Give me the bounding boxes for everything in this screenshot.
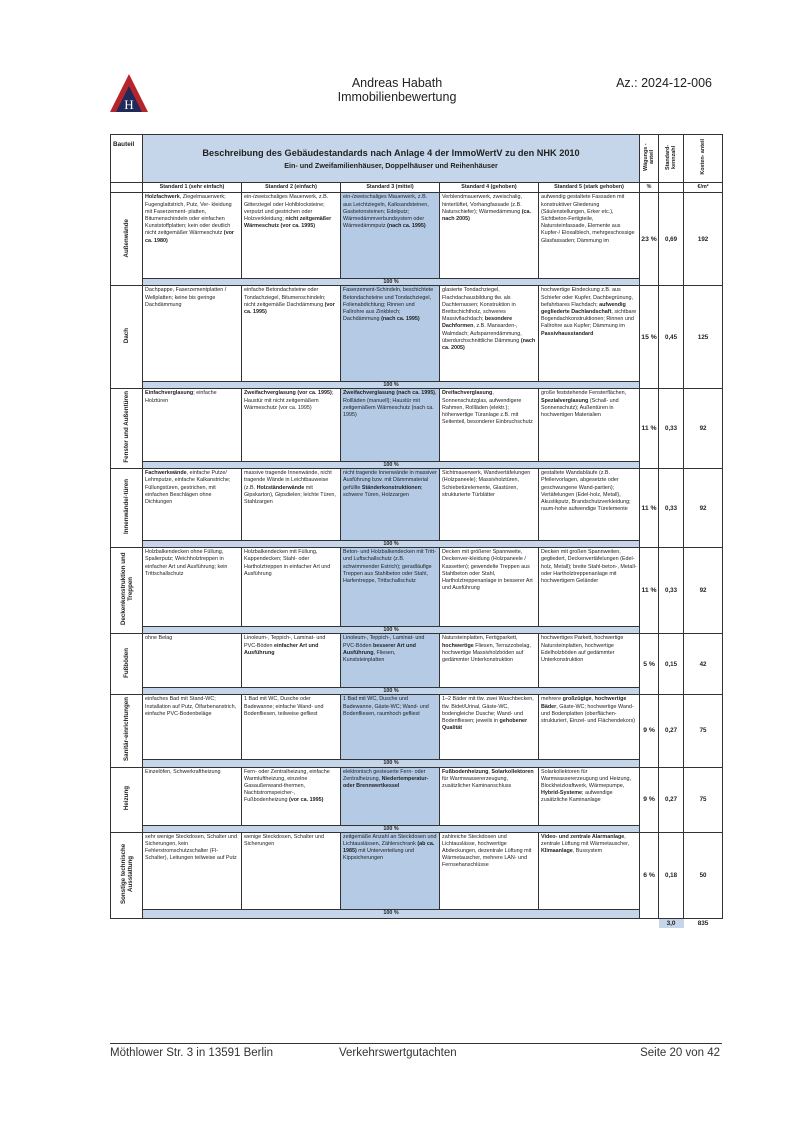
row-category-label: Heizung [123,785,130,811]
standard-header: Standard 5 (stark gehoben) [539,183,640,193]
row-category [111,634,143,695]
weight-value: 15 % [640,286,659,389]
hundred-row [111,825,723,832]
standard-description: nicht tragende Innenwände in massiver Ausführung bzw. mit Dämmmaterial gefüllte Ständerkonstruktionen; schwere Türen, Holzzargen [341,469,440,541]
hundred-percent-bar: 100 % [143,461,640,468]
row-category [111,286,143,389]
row-category-label: Sanitär-einrichtungen [123,697,130,762]
hundred-row [111,688,723,695]
hundred-row [111,759,723,767]
standard-description: einfaches Bad mit Stand-WC; Installation auf Putz, Ölfarbenanstrich, einfache PVC-Bodenbeläge [143,695,242,759]
row-category-label: Fußböden [123,647,130,678]
cost-value: 92 [684,469,723,548]
table-row [111,286,723,382]
kennzahl-value: 0,69 [659,193,684,286]
weight-value: 6 % [640,832,659,918]
kennzahl-value: 0,45 [659,286,684,389]
table-body [111,193,723,918]
standard-description: Decken mit großen Spannweiten, gegliedert, Deckenvertäfelungen (Edel-holz, Metall); breite Stahl-beton-, Metall- oder Hartholztreppenanlage mit hochwertigem Geländer [539,548,640,626]
standard-description: 1 Bad mit WC, Dusche und Badewanne, Gäste-WC; Wand- und Bodenfliesen, raumhoch gefliest [341,695,440,759]
hundred-percent-bar: 100 % [143,910,640,919]
standard-description: Fachwerkwände, einfache Putze/ Lehmputze, einfache Kalkanstriche; Füllungstüren, gestrichen, mit einfachen Beschlägen ohne Dichtungen [143,469,242,541]
table-row [111,832,723,909]
row-category [111,767,143,832]
cost-value: 42 [684,634,723,695]
weight-value: 9 % [640,767,659,832]
standard-description: gestaltete Wandabläufe (z.B. Pfeilervorlagen, abgesetzte oder geschwungene Wand-partien); Vertäfelungen (Edel-holz, Metall), Akustikputz, Brandschutzverkleidung; raum-hohe aufwendige Türelemente [539,469,640,541]
kennzahl-value: 0,33 [659,548,684,634]
building-standards-table-wrap [110,134,722,928]
standard-description: Verblendmauerwerk, zweischalig, hinterlüftet, Vorhangfassade (z.B. Naturschiefer); Wärmedämmung (ca. nach 2005) [440,193,539,279]
kennzahl-value: 0,27 [659,695,684,767]
standard-description: Linoleum-, Teppich-, Laminat- und PVC-Böden besserer Art und Ausführung, Fliesen, Kunststeinplatten [341,634,440,688]
cost-value: 75 [684,695,723,767]
row-category [111,548,143,634]
cost-header: Kosten- anteil [684,135,723,183]
cost-value: 192 [684,193,723,286]
hundred-row [111,279,723,286]
footer-divider [110,1043,722,1044]
standard-description: ohne Belag [143,634,242,688]
standard-description: Einfachverglasung; einfache Holztüren [143,389,242,461]
svg-text:H: H [124,97,134,112]
standard-description: wenige Steckdosen, Schalter und Sicherungen [242,832,341,909]
kennzahl-value: 0,27 [659,767,684,832]
standard-description: Video- und zentrale Alarmanlage, zentrale Lüftung mit Wärmetauscher, Klimaanlage, Bussystem [539,832,640,909]
standard-description: ein-/zweischaliges Mauerwerk, z.B. aus Leichtziegeln, Kalksandsteinen, Gasbetonsteinen; Edelputz; Wärmedämmverbundsystem oder Wärmedämmputz (nach ca. 1995) [341,193,440,279]
standard-description: Dachpappe, Faserzementplatten / Wellplatten; keine bis geringe Dachdämmung [143,286,242,382]
kennzahl-value: 0,33 [659,469,684,548]
standard-description: glasierte Tondachziegel, Flachdachausbildung tlw. als Dachterrassen; Konstruktion in Brettschichtholz, schweres Massivflachdach; besondere Dachformen, z.B. Mansarden-, Walmdach; Aufsparrendämmung, überdurchschnittliche Dämmung (nach ca. 2005) [440,286,539,382]
kennzahl-value: 0,18 [659,832,684,918]
weight-value: 11 % [640,389,659,469]
table-title: Beschreibung des Gebäudestandards nach Anlage 4 der ImmoWertV zu den NHK 2010 [202,147,580,158]
hundred-row [111,910,723,919]
standard-description: einfache Betondachsteine oder Tondachziegel, Bitumenschindeln; nicht zeitgemäße Dachdämmung (vor ca. 1995) [242,286,341,382]
hundred-row [111,382,723,389]
row-category [111,695,143,767]
standard-header: Standard 2 (einfach) [242,183,341,193]
table-subtitle: Ein- und Zweifamilienhäuser, Doppelhäuser und Reihenhäuser [284,160,498,170]
table-row [111,193,723,279]
standard-description: aufwendig gestaltete Fassaden mit konstruktiver Gliederung (Säulenstellungen, Erker etc.), Sichtbeton-Fertigteile, Natursteinfassade, Elemente aus Kupfer-/ Eloxalblech, mehrgeschossige Glasfassaden; Dämmung im [539,193,640,279]
standard-description: Zweifachverglasung (nach ca. 1995), Rollläden (manuell); Haustür mit zeitgemäßem Wärmeschutz (nach ca. 1995) [341,389,440,461]
standard-description: mehrere großzügige, hochwertige Bäder, Gäste-WC; hochwertige Wand- und Bodenplatten (oberflächen-strukturiert, Einzel- und Flächendekors) [539,695,640,759]
row-category-label: Sonstige technische Ausstattung [119,843,134,904]
table-title-cell [143,135,640,183]
total-cost: 835 [697,919,709,927]
hundred-row [111,461,723,468]
standard-header: Standard 4 (gehoben) [440,183,539,193]
standard-description: sehr wenige Steckdosen, Schalter und Sicherungen, kein Fehlerstromschutzschalter (FI-Schalter), Leitungen teilweise auf Putz [143,832,242,909]
hundred-percent-bar: 100 % [143,541,640,548]
row-category [111,193,143,286]
standard-description: Einzelöfen, Schwerkraftheizung [143,767,242,825]
blank-cell [659,183,684,193]
hundred-percent-bar: 100 % [143,688,640,695]
footer-address: Möthlower Str. 3 in 13591 Berlin [110,1047,274,1059]
row-category-label: Fenster und Außentüren [123,391,130,464]
standard-description: Fußbodenheizung, Solarkollektoren für Warmwassererzeugung, zusätzlicher Kaminanschluss [440,767,539,825]
weight-value: 11 % [640,469,659,548]
kennzahl-value: 0,15 [659,634,684,695]
row-category [111,469,143,548]
standard-description: Dreifachverglasung, Sonnenschutzglas, aufwendigere Rahmen, Rollläden (elektr.); höherwertige Türanlage z.B. mit Seitenteil, besonderer Einbruchschutz [440,389,539,461]
row-category-label: Deckenkonstruktion und Treppen [119,552,134,626]
table-row [111,389,723,461]
standard-description: Fern- oder Zentralheizung, einfache Warmluftheizung, einzelne Gasaußenwand-thermen, Nachtstromspeicher-, Fußbodenheizung (vor ca. 1995) [242,767,341,825]
hundred-percent-bar: 100 % [143,626,640,634]
hundred-percent-bar: 100 % [143,825,640,832]
footer-doc-type: Verkehrswertgutachten [339,1047,457,1059]
standard-description: Holzfachwerk, Ziegelmauerwerk; Fugenglattstrich, Putz, Ver- kleidung mit Faserzement- platten, Bitumenschindeln oder einfachen Kunststoffplatten; kein oder deutlich nicht zeitgemäßer Wärmeschutz (vor ca. 1980) [143,193,242,279]
cost-value: 125 [684,286,723,389]
standard-description: Holzbalkendecken mit Füllung, Kappendecken; Stahl- oder Hartholztreppen in einfacher Art und Ausführung [242,548,341,626]
blank-cell [111,183,143,193]
total-kennzahl: 3,0 [659,918,684,928]
standard-description: elektronisch gesteuerte Fern- oder Zentralheizung, Niedertemperatur- oder Brennwertkessel [341,767,440,825]
standard-description: Decken mit größerer Spannweite, Deckenver-kleidung (Holzpaneele / Kassetten); gewendelte Treppen aus Stahlbeton oder Stahl, Hartholztreppenanlage in besserer Art und Ausführung [440,548,539,626]
unit-eur: €/m² [684,183,723,193]
standard-description: Holzbalkendecken ohne Füllung, Spalierputz; Weichholztreppen in einfacher Art und Ausführung; kein Trittschallschutz [143,548,242,626]
table-row [111,634,723,688]
standard-description: große feststehende Fensterflächen, Spezialverglasung (Schall- und Sonnenschutz); Außentüren in hochwertigen Materialien [539,389,640,461]
standard-description: Beton- und Holzbalkendecken mit Tritt- und Luftschallschutz (z.B. schwimmender Estrich); geradläufige Treppen aus Stahlbeton oder Stahl, Harfentreppe, Trittschallschutz [341,548,440,626]
row-category-label: Innenwände/-türen [123,479,130,535]
standard-description: zahlreiche Steckdosen und Lichtauslässe, hochwertige Abdeckungen, dezentrale Lüftung mit Wärmetauscher, mehrere LAN- und Fernsehanschlüsse [440,832,539,909]
standard-description: zeitgemäße Anzahl an Steckdosen und Lichtauslässen, Zählerschrank (ab ca. 1985) mit Unterverteilung und Kippsicherungen [341,832,440,909]
standard-description: 1–2 Bäder mit tlw. zwei Waschbecken, tlw. Bidet/Urinal, Gäste-WC, bodengleiche Dusche; Wand- und Bodenfliesen; jeweils in gehobener Qualität [440,695,539,759]
standard-description: Zweifachverglasung (vor ca. 1995); Haustür mit nicht zeitgemäßem Wärmeschutz (vor ca. 1995) [242,389,341,461]
standard-description: Sichtmauerwerk, Wandvertäfelungen (Holzpaneele); Massivholztüren, Schiebetürelemente, Glastüren, strukturierte Türblätter [440,469,539,541]
kennzahl-header: Standard- kennzahl [659,135,684,183]
row-category [111,832,143,918]
standard-header: Standard 1 (sehr einfach) [143,183,242,193]
standard-description: Solarkollektoren für Warmwassererzeugung und Heizung, Blockheizkraftwerk, Wärmepumpe, Hybrid-Systeme; aufwendige zusätzliche Kaminanlage [539,767,640,825]
standard-description: massive tragende Innenwände, nicht tragende Wände in Leichtbauweise (z.B. Holzständerwände mit Gipskarton), Gipsdielen; leichte Türen, Stahlzargen [242,469,341,541]
standard-description: Natursteinplatten, Fertigparkett, hochwertige Fliesen, Terrazzobelag, hochwertige Massivholzböden auf gedämmter Unterkonstruktion [440,634,539,688]
standard-description: hochwertige Eindeckung z.B. aus Schiefer oder Kupfer, Dachbegrünung, befahrbares Flachdach; aufwendig gegliederte Dachlandschaft, sichtbare Bogendachkonstruktionen; Rinnen und Fallrohre aus Kupfer; Dämmung im Passivhausstandard [539,286,640,382]
standard-description: ein-/zweischaliges Mauerwerk, z.B. Gitterziegel oder Hohlblocksteine; verputzt und gestrichen oder Holzverkleidung; nicht zeitgemäßer Wärmeschutz (vor ca. 1995) [242,193,341,279]
reference-number: Az.: 2024-12-006 [616,76,712,90]
row-category-label: Außenwände [123,218,130,258]
cost-value: 92 [684,389,723,469]
standard-description: Faserzement-Schindeln, beschichtete Betondachsteine und Tondachziegel, Folienabdichtung; Rinnen und Fallrohre aus Zinkblech; Dachdämmung (nach ca. 1995) [341,286,440,382]
weight-header: Wägungs -anteil [640,135,659,183]
table-row [111,695,723,759]
cost-value: 75 [684,767,723,832]
hundred-percent-bar: 100 % [143,382,640,389]
hundred-percent-bar: 100 % [143,279,640,286]
company-name: Andreas Habath [351,76,443,90]
standard-description: hochwertiges Parkett, hochwertige Natursteinplatten, hochwertige Edelholzböden auf gedämmter Unterkonstruktion [539,634,640,688]
unit-pct: % [640,183,659,193]
table-row [111,767,723,825]
weight-value: 5 % [640,634,659,695]
standard-description: 1 Bad mit WC, Dusche oder Badewanne; einfache Wand- und Bodenfliesen, teilweise gefliest [242,695,341,759]
cost-value: 92 [684,548,723,634]
table-row [111,469,723,541]
weight-value: 9 % [640,695,659,767]
standard-header: Standard 3 (mittel) [341,183,440,193]
hundred-percent-bar: 100 % [143,759,640,767]
hundred-row [111,541,723,548]
footer-page-number: Seite 20 von 42 [640,1047,720,1059]
row-category-label: Dach [123,328,130,344]
building-standards-table [110,134,723,928]
corner-label: Bauteil [111,135,143,183]
cost-value: 50 [684,832,723,918]
blank-cell [111,918,659,928]
row-category [111,389,143,469]
table-row [111,548,723,626]
standard-description: Linoleum-, Teppich-, Laminat- und PVC-Böden einfacher Art und Ausführung [242,634,341,688]
weight-value: 11 % [640,548,659,634]
hundred-row [111,626,723,634]
weight-value: 23 % [640,193,659,286]
kennzahl-value: 0,33 [659,389,684,469]
company-subtitle: Immobilienbewertung [337,90,457,104]
